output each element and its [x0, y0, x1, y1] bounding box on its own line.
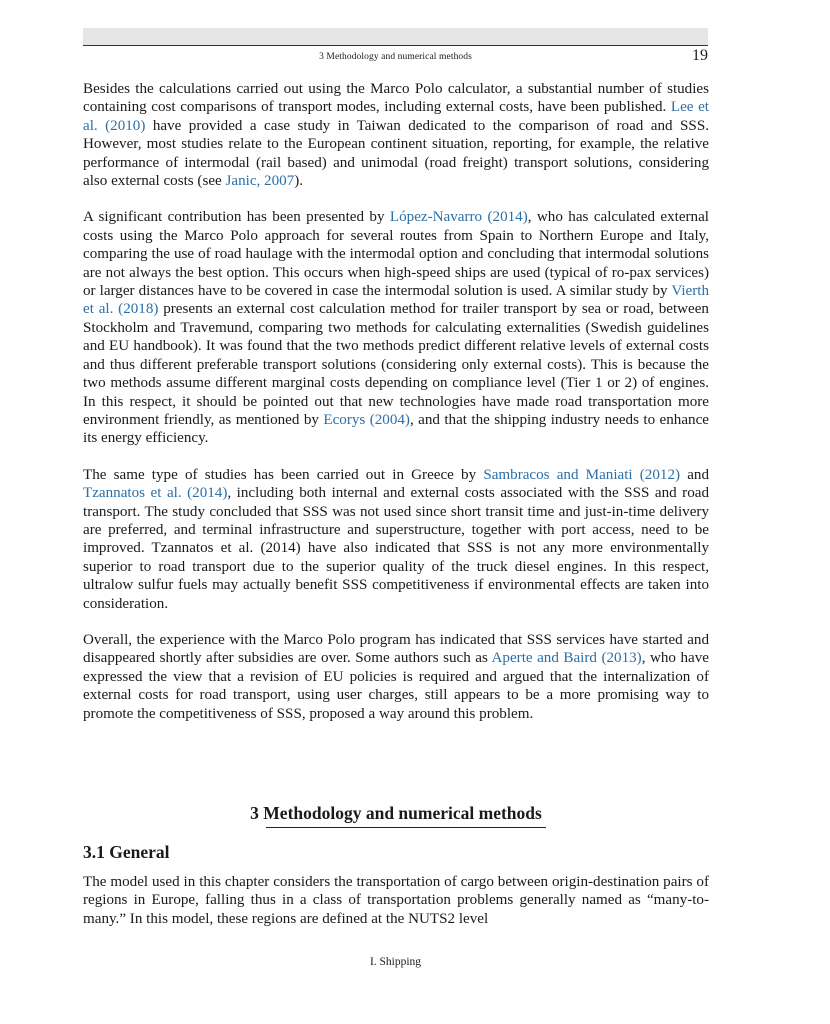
citation-link[interactable]: Ecorys (2004) [323, 411, 410, 428]
section-paragraph: The model used in this chapter considers the transportation of cargo between origin-destination pairs of regions in Europe, falling thus in a class of transportation problems generally named as “many-to-many.” In this model, these regions are defined at the NUTS2 level [83, 874, 709, 927]
citation-link[interactable]: Tzannatos et al. (2014) [83, 485, 228, 502]
running-head: 3 Methodology and numerical methods [319, 52, 472, 62]
citation-link[interactable]: Aperte and Baird (2013) [491, 650, 642, 667]
citation-link[interactable]: Sambracos and Maniati (2012) [483, 466, 681, 483]
paragraph-text: , who has calculated external costs using the Marco Polo approach for several routes from Spain to Northern Europe and Italy, comparing the use of road haulage with the intermodal option and concluding that intermodal solutions are not always the best option. This occurs when high-speed ships are used (typical of ro-pax services) or larger distances have to be covered in case the intermodal solution is used. A similar study by [83, 209, 709, 300]
body-text [83, 80, 709, 723]
paragraph-text: and [680, 466, 709, 483]
paragraph-text: , who have expressed the view that a revision of EU policies is required and argued that the internalization of external costs for road transport, using user charges, still appears to be a more promising way to promote the competitiveness of SSS, proposed a way around this problem. [83, 650, 709, 722]
paragraph-text: presents an external cost calculation method for trailer transport by sea or road, between Stockholm and Travemund, comparing two methods for calculating externalities (Swedish guidelines and EU handbook). It was found that the two methods predict different relative levels of external costs and thus different preferable transport solutions (considering only external costs). This is because the two methods assume different marginal costs depending on compliance level (Tier 1 or 2) of engines. In this respect, it should be pointed out that new technologies have made road transportation more environment friendly, as mentioned by [83, 301, 709, 428]
paragraph-text: Overall, the experience with the Marco Polo program has indicated that SSS services have started and disappeared shortly after subsidies are over. Some authors such as [83, 631, 709, 667]
header-rule [83, 45, 708, 46]
paragraph-text: A significant contribution has been presented by [83, 209, 390, 226]
section-body [83, 873, 709, 928]
section-heading-underline [266, 827, 546, 828]
citation-link[interactable]: Janic, 2007 [225, 173, 295, 190]
header-bar [83, 28, 708, 45]
paragraph [83, 208, 709, 447]
subsection-heading: 3.1 General [83, 842, 170, 862]
paragraph [83, 631, 709, 723]
paragraph-text: , and that the shipping industry needs to enhance its energy efficiency. [83, 411, 710, 447]
paragraph-text: ). [294, 173, 304, 190]
page-number: 19 [692, 47, 708, 64]
paragraph-text: have provided a case study in Taiwan dedicated to the comparison of road and SSS. However, most studies relate to the European continent situation, reporting, for example, the relative performance of intermodal (rail based) and unimodal (road freight) transport solutions, considering also external costs (see [83, 117, 709, 190]
citation-link[interactable]: López-Navarro (2014) [389, 209, 528, 226]
section-heading-text: 3 Methodology and numerical methods [250, 803, 542, 823]
paragraph [83, 80, 709, 190]
section-heading [83, 803, 709, 828]
citation-link[interactable]: Vierth et al. (2018) [83, 283, 709, 318]
paragraph-text: , including both internal and external costs associated with the SSS and road transport. The study concluded that SSS was not used since short transit time and just-in-time delivery are preferred, and terminal infrastructure and superstructure, together with port access, need to be improved. Tzannatos et al. (2014) have also indicated that SSS is not any more environmentally superior to road transport due to the superior quality of the truck diesel engines. In this respect, ultralow sulfur fuels may actually benefit SSS competitiveness if environmental effects are taken into consideration. [83, 485, 709, 612]
page-footer: I. Shipping [369, 956, 422, 968]
paragraph [83, 466, 709, 613]
paragraph-text: The same type of studies has been carried out in Greece by [83, 466, 484, 483]
citation-link[interactable]: Lee et al. (2010) [83, 99, 709, 134]
paragraph-text: Besides the calculations carried out using the Marco Polo calculator, a substantial number of studies containing cost comparisons of transport modes, including external costs, have been published. [83, 81, 709, 116]
